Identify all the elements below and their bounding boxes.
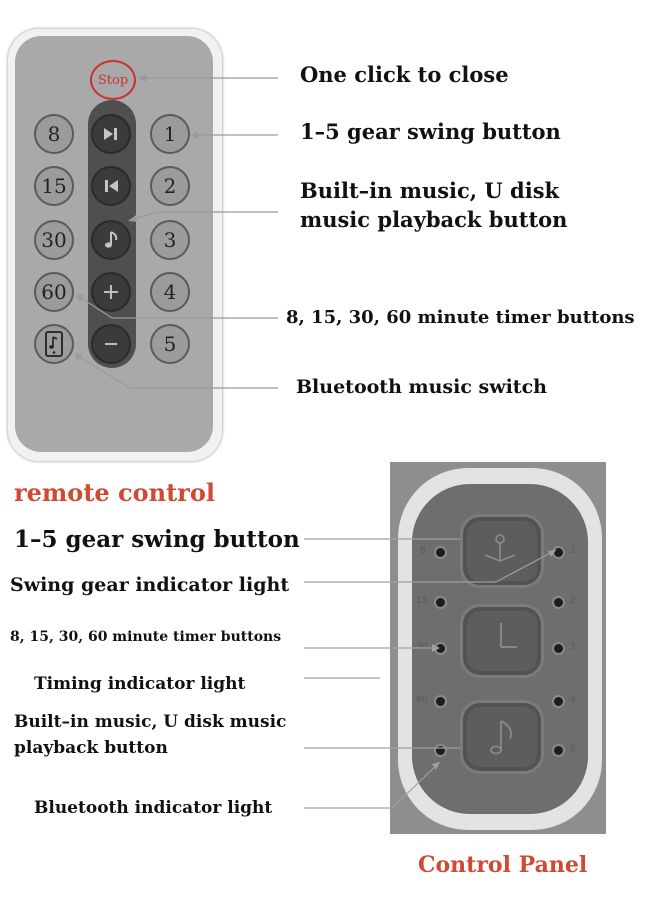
label-bluetooth-indicator: Bluetooth indicator light xyxy=(34,798,273,818)
label-music-line2: music playback button xyxy=(300,207,568,232)
timer-8-button[interactable]: 8 xyxy=(34,114,74,154)
swing-gear-4-button[interactable]: 4 xyxy=(150,272,190,312)
swing-gear-3-button[interactable]: 3 xyxy=(150,220,190,260)
label-bluetooth-switch: Bluetooth music switch xyxy=(296,376,547,398)
panel-mark-2: 2 xyxy=(570,596,576,606)
panel-mark-3: 3 xyxy=(570,642,576,652)
swing-gear-2-button[interactable]: 2 xyxy=(150,166,190,206)
label-panel-music-line1: Built–in music, U disk music xyxy=(14,712,287,732)
swing-gear-1-button[interactable]: 1 xyxy=(150,114,190,154)
stop-button[interactable]: Stop xyxy=(90,60,136,100)
timer-30-button[interactable]: 30 xyxy=(34,220,74,260)
panel-mark-60: 60 xyxy=(416,695,428,705)
panel-mark-1: 1 xyxy=(570,546,576,556)
panel-mark-5: 5 xyxy=(570,744,576,754)
label-panel-timer-buttons: 8, 15, 30, 60 minute timer buttons xyxy=(10,629,282,645)
label-panel-music-line2: playback button xyxy=(14,738,168,758)
panel-mark-8: 8 xyxy=(420,546,426,556)
timer-15-button[interactable]: 15 xyxy=(34,166,74,206)
label-timing-indicator: Timing indicator light xyxy=(34,674,246,694)
label-swing-button: 1–5 gear swing button xyxy=(300,119,561,144)
label-panel-swing-button: 1–5 gear swing button xyxy=(14,526,300,553)
panel-mark-30: 30 xyxy=(416,642,428,652)
label-music-line1: Built–in music, U disk xyxy=(300,178,560,203)
label-timer-buttons: 8, 15, 30, 60 minute timer buttons xyxy=(286,307,635,328)
swing-gear-5-button[interactable]: 5 xyxy=(150,324,190,364)
panel-mark-15: 15 xyxy=(416,596,428,606)
panel-section-title: Control Panel xyxy=(418,852,588,878)
label-swing-indicator: Swing gear indicator light xyxy=(10,574,290,596)
remote-section-title: remote control xyxy=(14,478,215,507)
timer-60-button[interactable]: 60 xyxy=(34,272,74,312)
panel-mark-4: 4 xyxy=(570,695,576,705)
label-one-click-close: One click to close xyxy=(300,62,509,87)
